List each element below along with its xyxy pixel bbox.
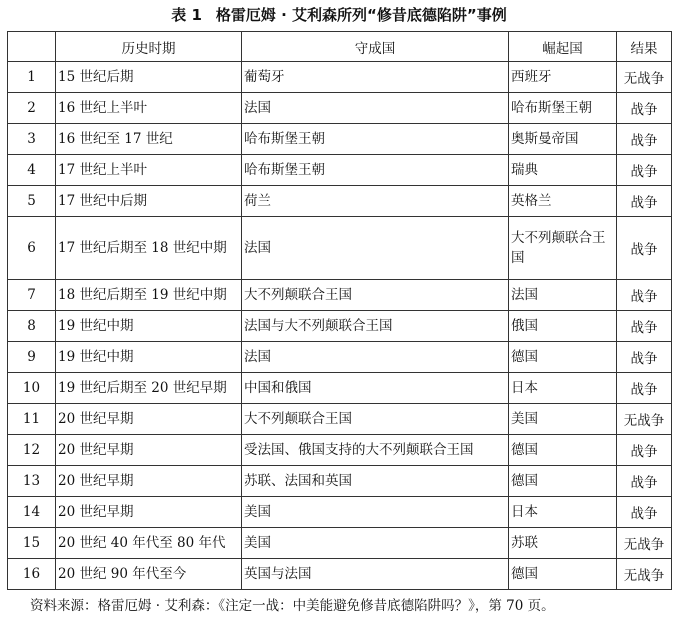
cell-rising: 瑞典 — [509, 155, 617, 186]
cell-defender: 大不列颠联合王国 — [242, 404, 509, 435]
cell-result: 战争 — [617, 466, 672, 497]
cell-rising: 德国 — [509, 559, 617, 590]
cell-period: 16 世纪至 17 世纪 — [56, 124, 242, 155]
cell-rising: 日本 — [509, 497, 617, 528]
cell-result: 战争 — [617, 497, 672, 528]
table-caption — [0, 4, 678, 26]
cell-index: 1 — [8, 62, 56, 93]
cell-defender: 法国与大不列颠联合王国 — [242, 311, 509, 342]
cell-period: 16 世纪上半叶 — [56, 93, 242, 124]
cell-period: 15 世纪后期 — [56, 62, 242, 93]
cell-defender: 美国 — [242, 528, 509, 559]
cell-period: 17 世纪后期至 18 世纪中期 — [56, 217, 242, 280]
cell-index: 7 — [8, 280, 56, 311]
cell-result: 无战争 — [617, 62, 672, 93]
cell-result: 无战争 — [617, 559, 672, 590]
header-period: 历史时期 — [56, 32, 242, 62]
cell-index: 9 — [8, 342, 56, 373]
cell-defender: 苏联、法国和英国 — [242, 466, 509, 497]
cell-index: 11 — [8, 404, 56, 435]
table-row — [8, 62, 672, 93]
cell-rising: 法国 — [509, 280, 617, 311]
cell-index: 5 — [8, 186, 56, 217]
table-row — [8, 342, 672, 373]
header-rising: 崛起国 — [509, 32, 617, 62]
cell-result: 战争 — [617, 311, 672, 342]
cell-period: 20 世纪早期 — [56, 497, 242, 528]
cell-rising: 大不列颠联合王国 — [509, 217, 617, 280]
cell-rising: 德国 — [509, 435, 617, 466]
cell-index: 8 — [8, 311, 56, 342]
cell-defender: 哈布斯堡王朝 — [242, 124, 509, 155]
table-row — [8, 466, 672, 497]
table-header-row — [8, 32, 672, 62]
cell-rising: 俄国 — [509, 311, 617, 342]
cell-index: 13 — [8, 466, 56, 497]
cell-defender: 葡萄牙 — [242, 62, 509, 93]
cell-defender: 美国 — [242, 497, 509, 528]
cell-period: 17 世纪中后期 — [56, 186, 242, 217]
cell-index: 12 — [8, 435, 56, 466]
table-row — [8, 435, 672, 466]
cell-index: 2 — [8, 93, 56, 124]
cell-result: 战争 — [617, 280, 672, 311]
table-body — [8, 62, 672, 590]
cell-result: 战争 — [617, 186, 672, 217]
cell-result: 战争 — [617, 93, 672, 124]
table-row — [8, 497, 672, 528]
cell-defender: 荷兰 — [242, 186, 509, 217]
table-row — [8, 186, 672, 217]
cell-defender: 中国和俄国 — [242, 373, 509, 404]
cell-index: 6 — [8, 217, 56, 280]
cell-defender: 法国 — [242, 342, 509, 373]
table-row — [8, 155, 672, 186]
cell-result: 战争 — [617, 373, 672, 404]
cell-period: 20 世纪早期 — [56, 435, 242, 466]
cell-index: 16 — [8, 559, 56, 590]
cell-defender: 受法国、俄国支持的大不列颠联合王国 — [242, 435, 509, 466]
cell-period: 19 世纪后期至 20 世纪早期 — [56, 373, 242, 404]
cell-index: 15 — [8, 528, 56, 559]
table-row — [8, 280, 672, 311]
cell-period: 20 世纪早期 — [56, 466, 242, 497]
cell-rising: 苏联 — [509, 528, 617, 559]
thucydides-trap-table — [7, 31, 672, 590]
cell-result: 无战争 — [617, 404, 672, 435]
table-row — [8, 311, 672, 342]
cell-rising: 德国 — [509, 342, 617, 373]
cell-period: 20 世纪 90 年代至今 — [56, 559, 242, 590]
cell-period: 19 世纪中期 — [56, 311, 242, 342]
cell-rising: 日本 — [509, 373, 617, 404]
cell-period: 18 世纪后期至 19 世纪中期 — [56, 280, 242, 311]
header-index — [8, 32, 56, 62]
cell-period: 20 世纪早期 — [56, 404, 242, 435]
cell-defender: 大不列颠联合王国 — [242, 280, 509, 311]
cell-result: 战争 — [617, 124, 672, 155]
cell-index: 4 — [8, 155, 56, 186]
header-result: 结果 — [617, 32, 672, 62]
table-row — [8, 93, 672, 124]
cell-rising: 美国 — [509, 404, 617, 435]
table-row — [8, 528, 672, 559]
table-row — [8, 559, 672, 590]
cell-result: 无战争 — [617, 528, 672, 559]
table-row — [8, 373, 672, 404]
table-row — [8, 404, 672, 435]
cell-rising: 德国 — [509, 466, 617, 497]
cell-result: 战争 — [617, 155, 672, 186]
cell-result: 战争 — [617, 435, 672, 466]
cell-rising: 奥斯曼帝国 — [509, 124, 617, 155]
cell-rising: 哈布斯堡王朝 — [509, 93, 617, 124]
source-note: 资料来源：格雷厄姆 · 艾利森：《注定一战：中美能避免修昔底德陷阱吗？》，第 70 页。 — [30, 598, 555, 614]
cell-index: 3 — [8, 124, 56, 155]
cell-result: 战争 — [617, 217, 672, 280]
cell-defender: 法国 — [242, 93, 509, 124]
cell-period: 17 世纪上半叶 — [56, 155, 242, 186]
cell-rising: 英格兰 — [509, 186, 617, 217]
table-title: 格雷厄姆 · 艾利森所列“修昔底德陷阱”事例 — [215, 6, 507, 24]
cell-defender: 法国 — [242, 217, 509, 280]
cell-defender: 英国与法国 — [242, 559, 509, 590]
cell-rising: 西班牙 — [509, 62, 617, 93]
table-row — [8, 124, 672, 155]
cell-defender: 哈布斯堡王朝 — [242, 155, 509, 186]
cell-index: 14 — [8, 497, 56, 528]
header-defender: 守成国 — [242, 32, 509, 62]
table-number: 表 1 — [171, 6, 202, 24]
table-row — [8, 217, 672, 280]
cell-result: 战争 — [617, 342, 672, 373]
cell-index: 10 — [8, 373, 56, 404]
cell-period: 20 世纪 40 年代至 80 年代 — [56, 528, 242, 559]
cell-period: 19 世纪中期 — [56, 342, 242, 373]
